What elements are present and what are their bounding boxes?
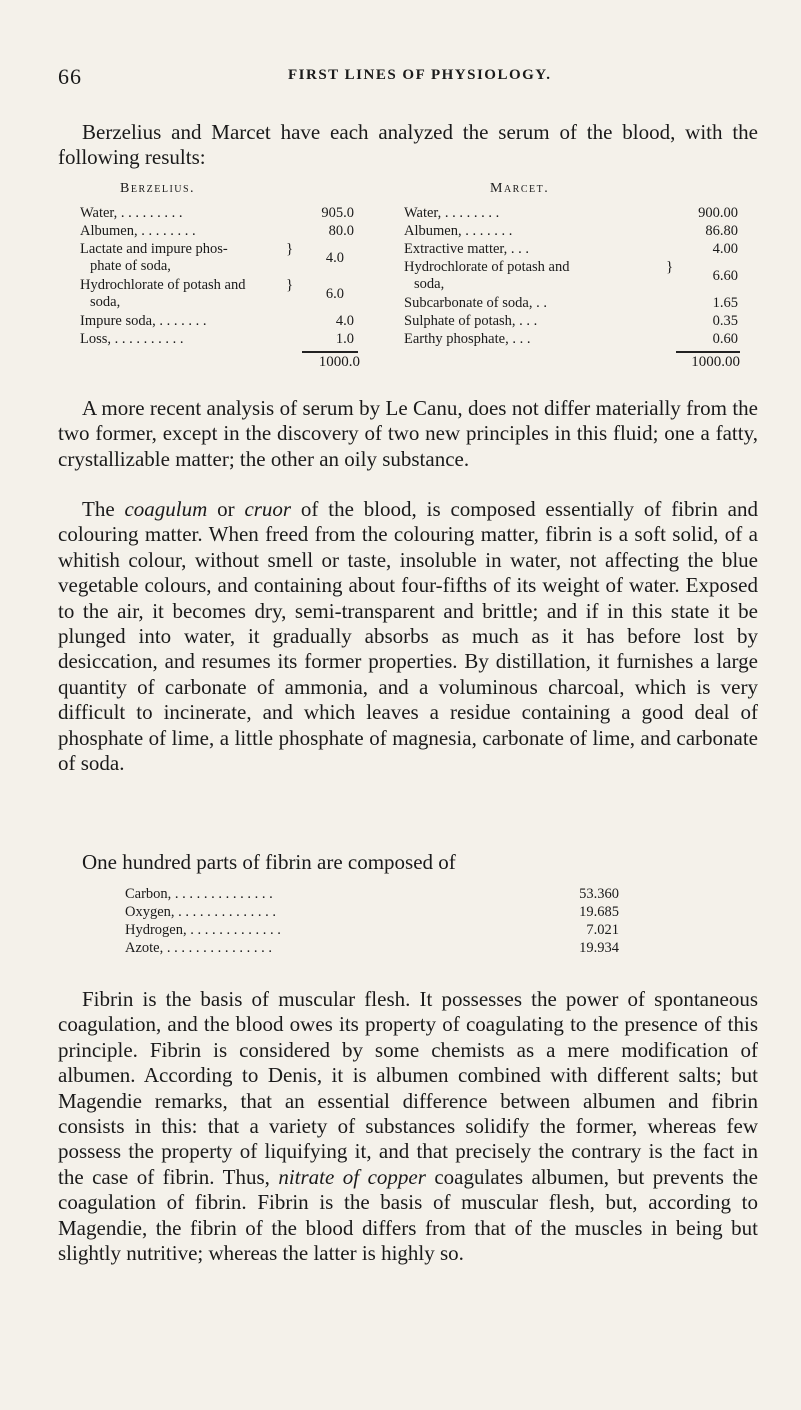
row-label: Impure soda, . . . . . . . — [80, 313, 207, 329]
marcet-table — [404, 180, 744, 430]
row-label: Lactate and impure phos- — [80, 241, 228, 257]
para4-text: Fibrin is the basis of muscular flesh. It possesses the power of spontaneous coagulation, and the blood owes its property of coagulating to the presence of this principle. Fibrin is considered by some chemists as a mere modification of albumen. According to Denis, it is albumen combined with different salts; but Magendie remarks, that an essential difference between albumen and fibrin consists in this: that a variety of substances solidify the former, whereas few possess the property of liquifying it, and that precisely the contrary is the fact in the case of fibrin. Thus, — [58, 987, 758, 1189]
row-value: 4.00 — [712, 241, 738, 257]
para3-text: One hundred parts of fibrin are composed of — [82, 850, 456, 874]
row-value: 0.35 — [712, 313, 738, 329]
row-label: Extractive matter, . . . — [404, 241, 530, 257]
row-label: Azote, . . . . . . . . . . . . . . . — [125, 940, 272, 956]
paragraph-fibrin-basis — [58, 987, 758, 1266]
row-label-cont: soda, — [90, 294, 121, 310]
page-header — [58, 64, 758, 90]
row-label: Oxygen, . . . . . . . . . . . . . . — [125, 904, 277, 920]
row-value: 7.021 — [586, 922, 619, 938]
running-title: FIRST LINES OF PHYSIOLOGY. — [288, 67, 552, 83]
total-rule — [302, 351, 358, 353]
fibrin-table — [125, 886, 645, 966]
brace: } — [286, 241, 294, 257]
row-label: Hydrogen, . . . . . . . . . . . . . — [125, 922, 281, 938]
row-value: 1.65 — [712, 295, 738, 311]
row-label: Water, . . . . . . . . — [404, 205, 500, 221]
brace: } — [666, 259, 674, 275]
row-value: 19.685 — [579, 904, 619, 920]
term-nitrate-of-copper: nitrate of copper — [278, 1164, 426, 1189]
row-value: 86.80 — [705, 223, 738, 239]
row-label: Sulphate of potash, . . . — [404, 313, 538, 329]
row-label: Hydrochlorate of potash and — [80, 277, 246, 293]
paragraph-le-canu — [58, 396, 758, 472]
row-label: Albumen, . . . . . . . — [404, 223, 513, 239]
row-label-cont: soda, — [414, 276, 445, 292]
row-label: Subcarbonate of soda, . . — [404, 295, 547, 311]
para2-text: The — [82, 497, 125, 521]
berzelius-table — [80, 180, 380, 430]
berzelius-total: 1000.0 — [318, 354, 360, 370]
para2-text: or — [207, 497, 245, 521]
row-value: 4.0 — [325, 250, 344, 266]
row-value: 1.0 — [335, 331, 354, 347]
row-value: 80.0 — [328, 223, 354, 239]
row-value: 4.0 — [335, 313, 354, 329]
term-cruor: cruor — [244, 497, 292, 521]
brace: } — [286, 277, 294, 293]
marcet-heading: Marcet. — [490, 181, 550, 196]
row-label: Earthy phosphate, . . . — [404, 331, 531, 347]
row-label: Albumen, . . . . . . . . — [80, 223, 196, 239]
row-value: 6.60 — [712, 268, 738, 284]
row-value: 6.0 — [325, 286, 344, 302]
marcet-total: 1000.00 — [691, 354, 740, 370]
row-label: Loss, . . . . . . . . . . — [80, 331, 184, 347]
intro-text: Berzelius and Marcet have each analyzed the serum of the blood, with the following results: — [58, 120, 758, 170]
row-label: Hydrochlorate of potash and — [404, 259, 570, 275]
para1-text: A more recent analysis of serum by Le Canu, does not differ materially from the two former, except in the discovery of two new principles in this fluid; one a fatty, crystallizable matter; the other an oily substance. — [58, 396, 758, 471]
paragraph-fibrin-intro — [58, 850, 758, 875]
para2-text: of the blood, is composed essentially of fibrin and colouring matter. When freed from the colouring matter, fibrin is a soft solid, of a whitish colour, without smell or taste, insoluble in water, not affecting the blue vegetable colours, and containing about four-fifths of its weight of water. Exposed to the air, it becomes dry, semi-transparent and brittle; and if in this state it be plunged into water, it gradually absorbs as much as it has before lost by desiccation, and resumes its former properties. By distillation, it furnishes a large quantity of carbonate of ammonia, and a voluminous charcoal, which is very difficult to incinerate, and which leaves a residue containing a good deal of phosphate of lime, a little phosphate of magnesia, carbonate of lime, and carbonate of soda. — [58, 497, 758, 776]
page-number: 66 — [58, 64, 82, 89]
row-value: 19.934 — [579, 940, 619, 956]
row-value: 53.360 — [579, 886, 619, 902]
berzelius-heading: Berzelius. — [120, 181, 196, 196]
intro-paragraph — [58, 120, 758, 171]
row-value: 0.60 — [712, 331, 738, 347]
paragraph-coagulum — [58, 497, 758, 776]
row-value: 905.0 — [321, 205, 354, 221]
row-value: 900.00 — [698, 205, 738, 221]
term-coagulum: coagulum — [124, 497, 208, 521]
row-label: Carbon, . . . . . . . . . . . . . . — [125, 886, 273, 902]
total-rule — [676, 351, 740, 353]
row-label: Water, . . . . . . . . . — [80, 205, 183, 221]
row-label-cont: phate of soda, — [90, 258, 171, 274]
para4-text: coagulates albumen, but prevents the coagulation of fibrin. Fibrin is the basis of muscular flesh, but, according to Magendie, the fibrin of the blood differs from that of the muscles in being but slightly nutritive; whereas the latter is highly so. — [58, 1164, 758, 1266]
